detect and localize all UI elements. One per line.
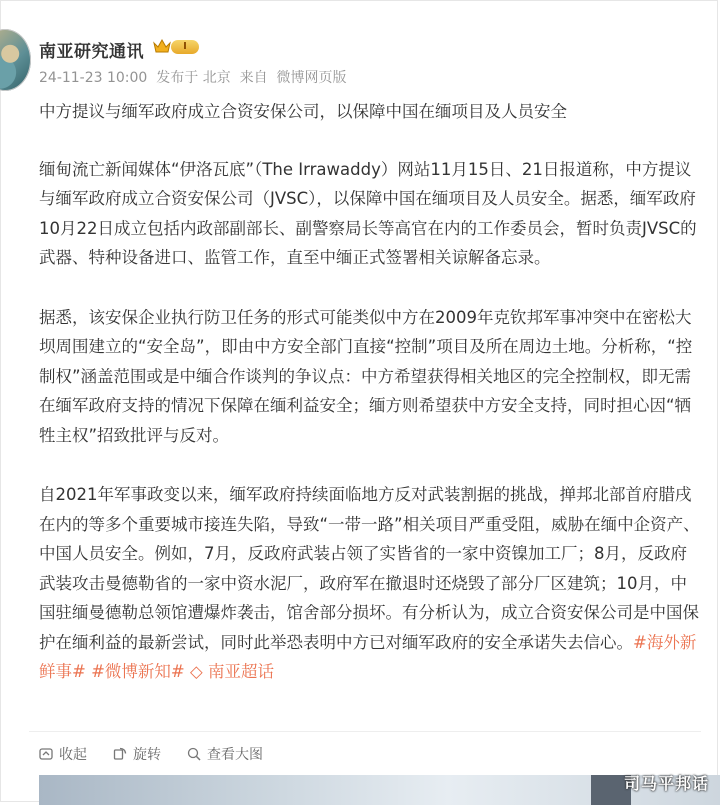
avatar-ring [0, 29, 31, 91]
view-large-button[interactable] [187, 744, 263, 764]
author-name[interactable]: 南亚研究通讯 [39, 42, 144, 62]
rotate-icon [113, 747, 127, 761]
rotate-label: 旋转 [133, 747, 161, 763]
divider [29, 731, 701, 732]
supertopic-label: 南亚超话 [207, 662, 274, 681]
post-meta: 24-11-23 10:00 发布于 北京 来自 微博网页版 [39, 70, 347, 86]
collapse-icon [39, 747, 53, 761]
supertopic-link[interactable] [190, 662, 274, 681]
post-content [39, 97, 701, 687]
image-actions [39, 743, 263, 765]
post-paragraph: 中方提议与缅军政府成立合资安保公司，以保障中国在缅项目及人员安全 [39, 102, 567, 121]
post-paragraph: 据悉，该安保企业执行防卫任务的形式可能类似中方在2009年克钦邦军事冲突中在密松大坝周围建立的“安全岛”，即由中方安全部门直接“控制”项目及所在周边土地。分析称，“控制权”涵盖范围或是中缅合作谈判的争议点：中方希望获得相关地区的完全控制权，即无需在缅军政府支持的情况下保障在缅利益安全；缅方则希望获中方安全支持，同时担心因“牺牲主权”招致批评与反对。 [39, 307, 693, 445]
rotate-button[interactable] [113, 744, 161, 764]
crown-icon [153, 38, 171, 54]
post-paragraph: 缅甸流亡新闻媒体“伊洛瓦底”（The Irrawaddy）网站11月15日、21日报道称，中方提议与缅军政府成立合资安保公司（JVSC），以保障中国在缅项目及人员安全。据悉，缅军政府10月22日成立包括内政部副部长、副警察局长等高官在内的工作委员会，暂时负责JVSC的武器、特种设备进口、监管工作，直至中缅正式签署相关谅解备忘录。 [39, 159, 697, 267]
collect-label: 收起 [59, 747, 87, 763]
watermark: 司马平邦话 [623, 774, 709, 793]
level-badge: I [171, 40, 199, 54]
post-paragraph: 自2021年军事政变以来，缅军政府持续面临地方反对武装割据的挑战，掸邦北部首府腊戌在内的等多个重要城市接连失陷，导致“一带一路”相关项目严重受阻，威胁在缅中企资产、中国人员安全。例如，7月，反政府武装占领了实皆省的一家中资镍加工厂；8月，反政府武装攻击曼德勒省的一家中资水泥厂，政府军在撤退时还烧毁了部分厂区建筑；10月，中国驻缅曼德勒总领馆遭爆炸袭击，馆舍部分损坏。有分析认为，成立合资安保公司是中国保护在缅利益的最新尝试，同时此举恐表明中方已对缅军政府的安全承诺失去信心。 [39, 485, 700, 652]
magnify-icon [187, 747, 201, 761]
post-image[interactable] [39, 775, 720, 805]
supertopic-icon: ◇ [189, 662, 203, 681]
view-large-label: 查看大图 [207, 747, 263, 763]
topic-tag[interactable]: #微博新知# [91, 662, 185, 681]
topic-tag[interactable]: #海外新鲜事# [39, 632, 697, 681]
post-paragraph-last [39, 480, 701, 687]
collect-button[interactable] [39, 744, 87, 764]
